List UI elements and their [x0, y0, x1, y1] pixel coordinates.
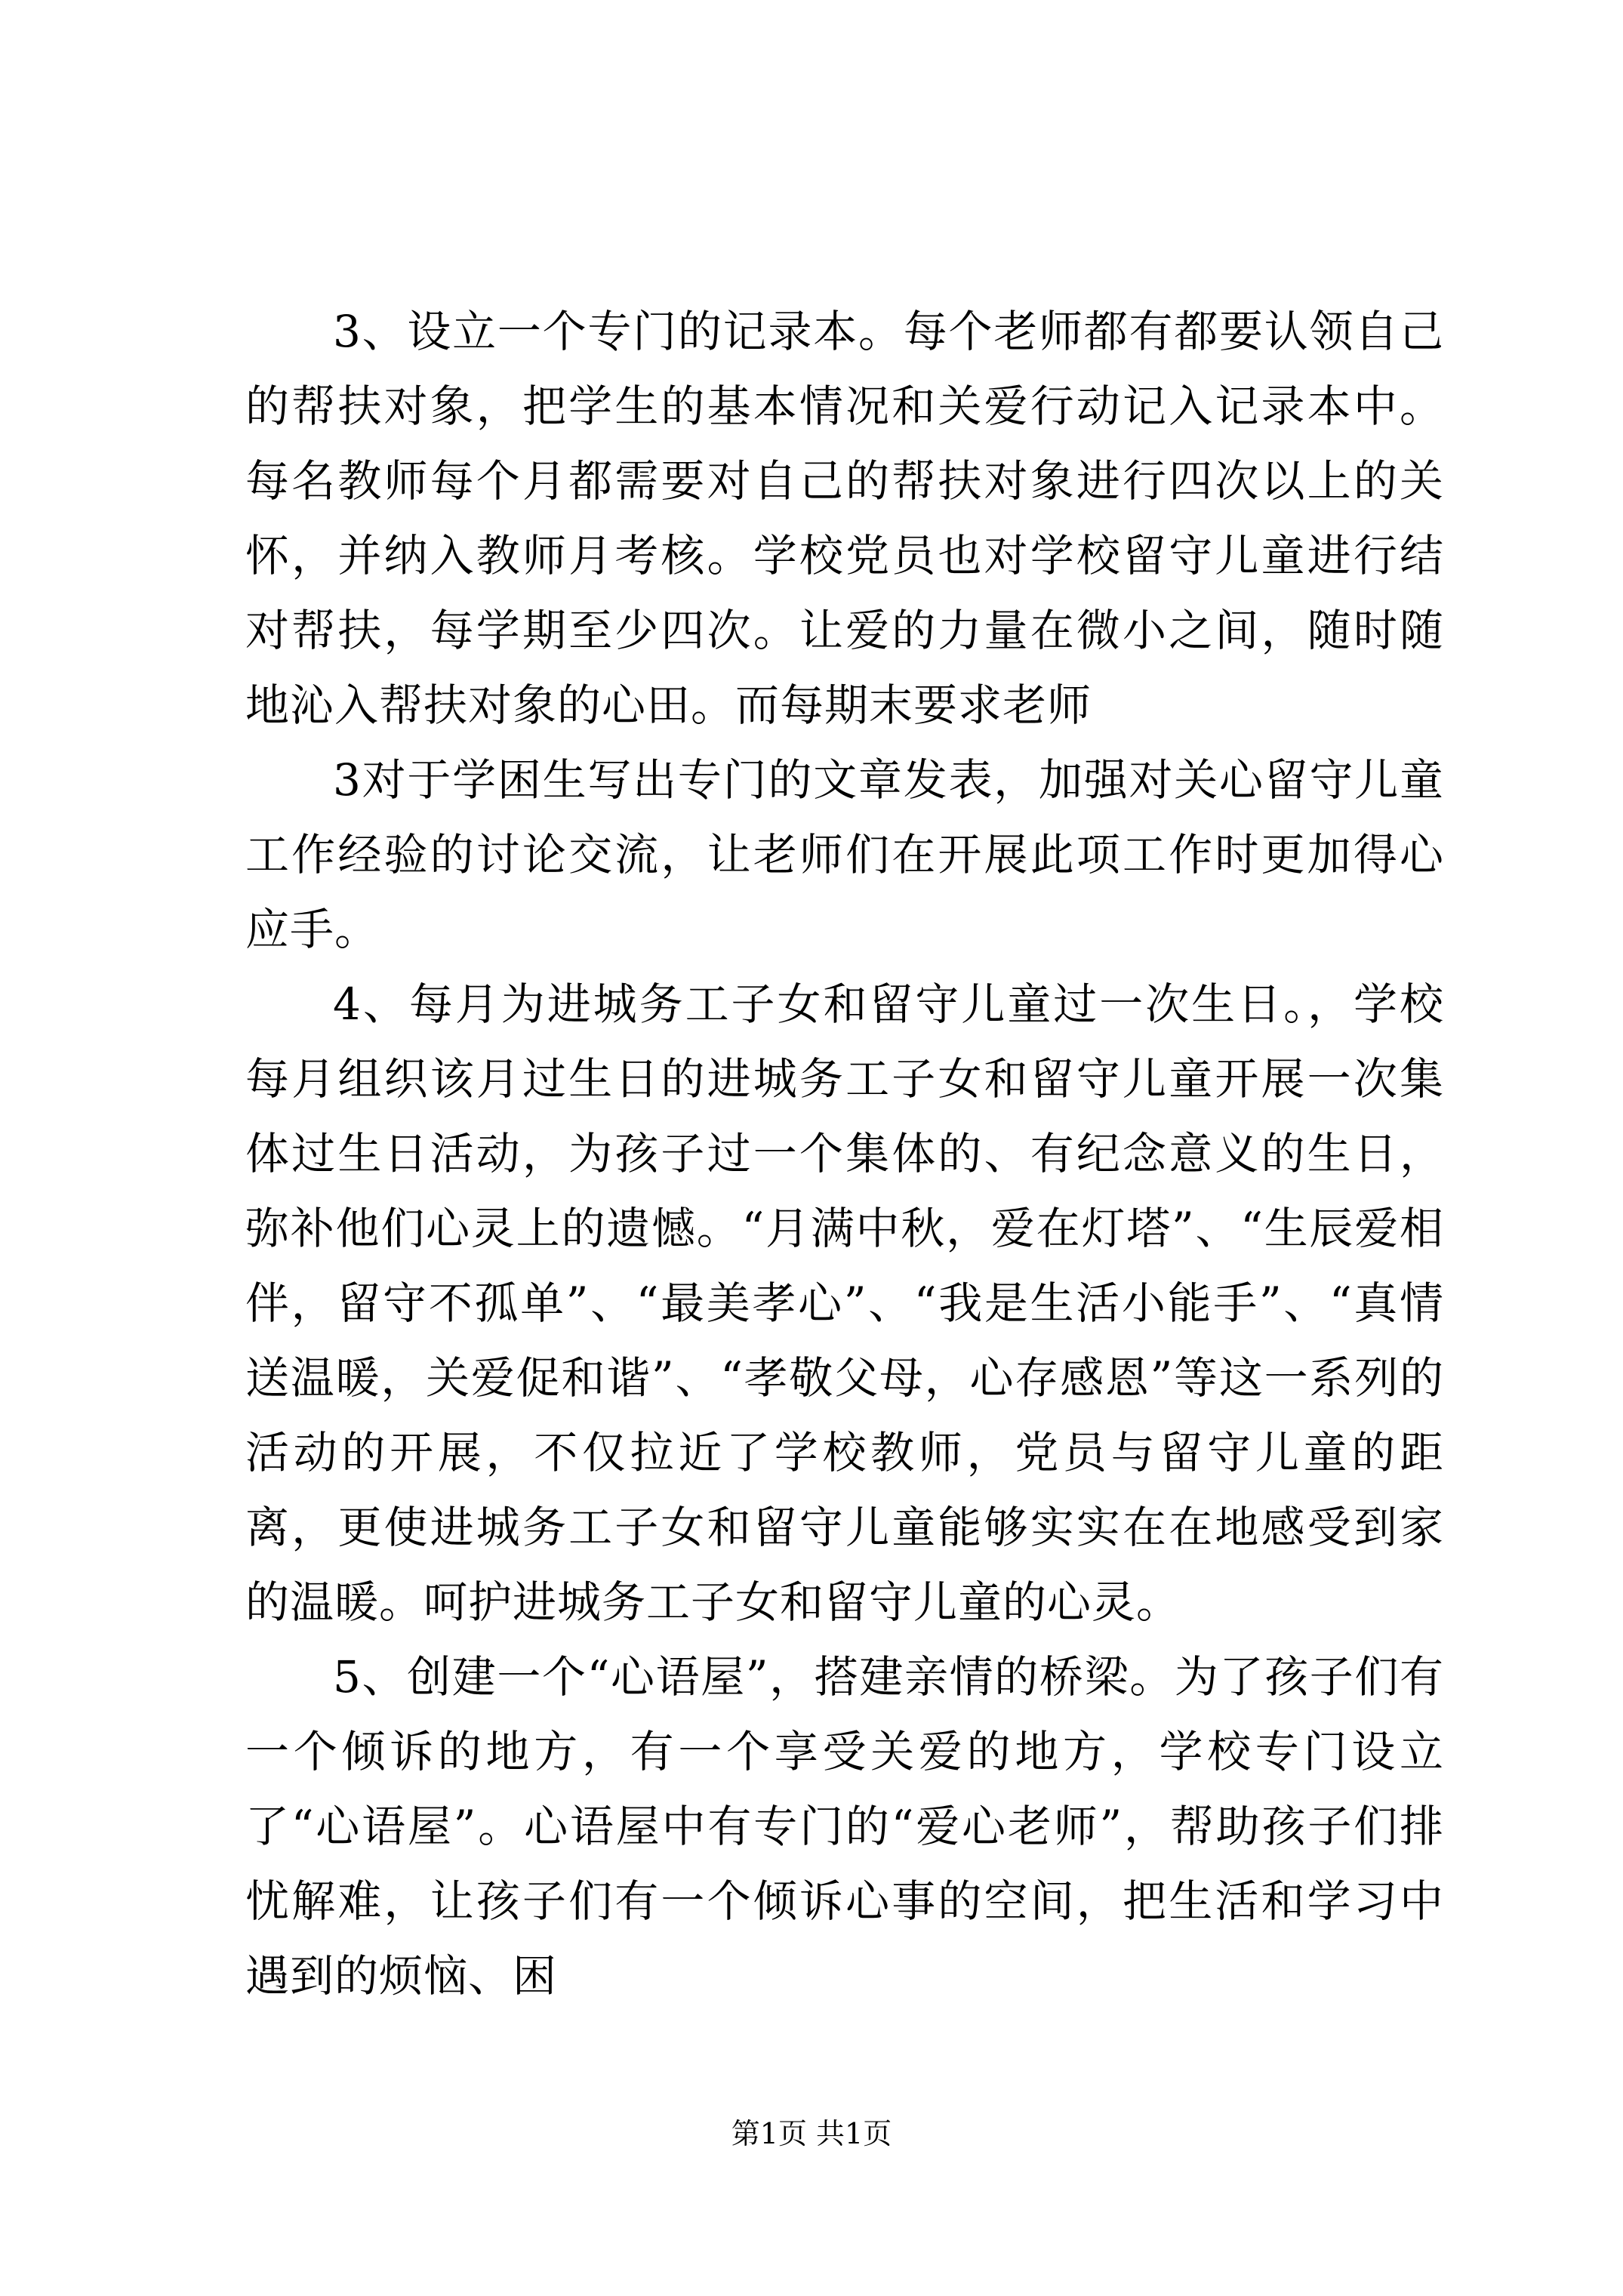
paragraph-5: 5、创建一个“心语屋”，搭建亲情的桥梁。为了孩子们有一个倾诉的地方，有一个享受关爱的地方，学校专门设立了“心语屋”。心语屋中有专门的“爱心老师”，帮助孩子们排忧解难，让孩子们有一个倾诉心事的空间，把生活和学习中遇到的烦恼、困 — [245, 1651, 1444, 2002]
document-body — [245, 294, 1444, 2014]
paragraph-4: 4、每月为进城务工子女和留守儿童过一次生日。，学校每月组织该月过生日的进城务工子女和留守儿童开展一次集体过生日活动，为孩子过一个集体的、有纪念意义的生日，弥补他们心灵上的遗憾。“月满中秋，爱在灯塔”、“生辰爱相伴，留守不孤单”、“最美孝心”、“我是生活小能手”、“真情送温暖，关爱促和谐”、“孝敬父母，心存感恩”等这一系列的活动的开展，不仅拉近了学校教师，党员与留守儿童的距离，更使进城务工子女和留守儿童能够实实在在地感受到家的温暖。呵护进城务工子女和留守儿童的心灵。 — [245, 978, 1444, 1628]
paragraph-3: 3、设立一个专门的记录本。每个老师都有都要认领自己的帮扶对象，把学生的基本情况和关爱行动记入记录本中。每名教师每个月都需要对自己的帮扶对象进行四次以上的关怀，并纳入教师月考核。学校党员也对学校留守儿童进行结对帮扶，每学期至少四次。让爱的力量在微小之间，随时随地沁入帮扶对象的心田。而每期末要求老师 — [245, 306, 1444, 731]
page-footer: 第1页 共1页 — [731, 2117, 892, 2150]
paragraph-3-continued: 3对于学困生写出专门的文章发表，加强对关心留守儿童工作经验的讨论交流，让老师们在开展此项工作时更加得心应手。 — [245, 754, 1444, 955]
